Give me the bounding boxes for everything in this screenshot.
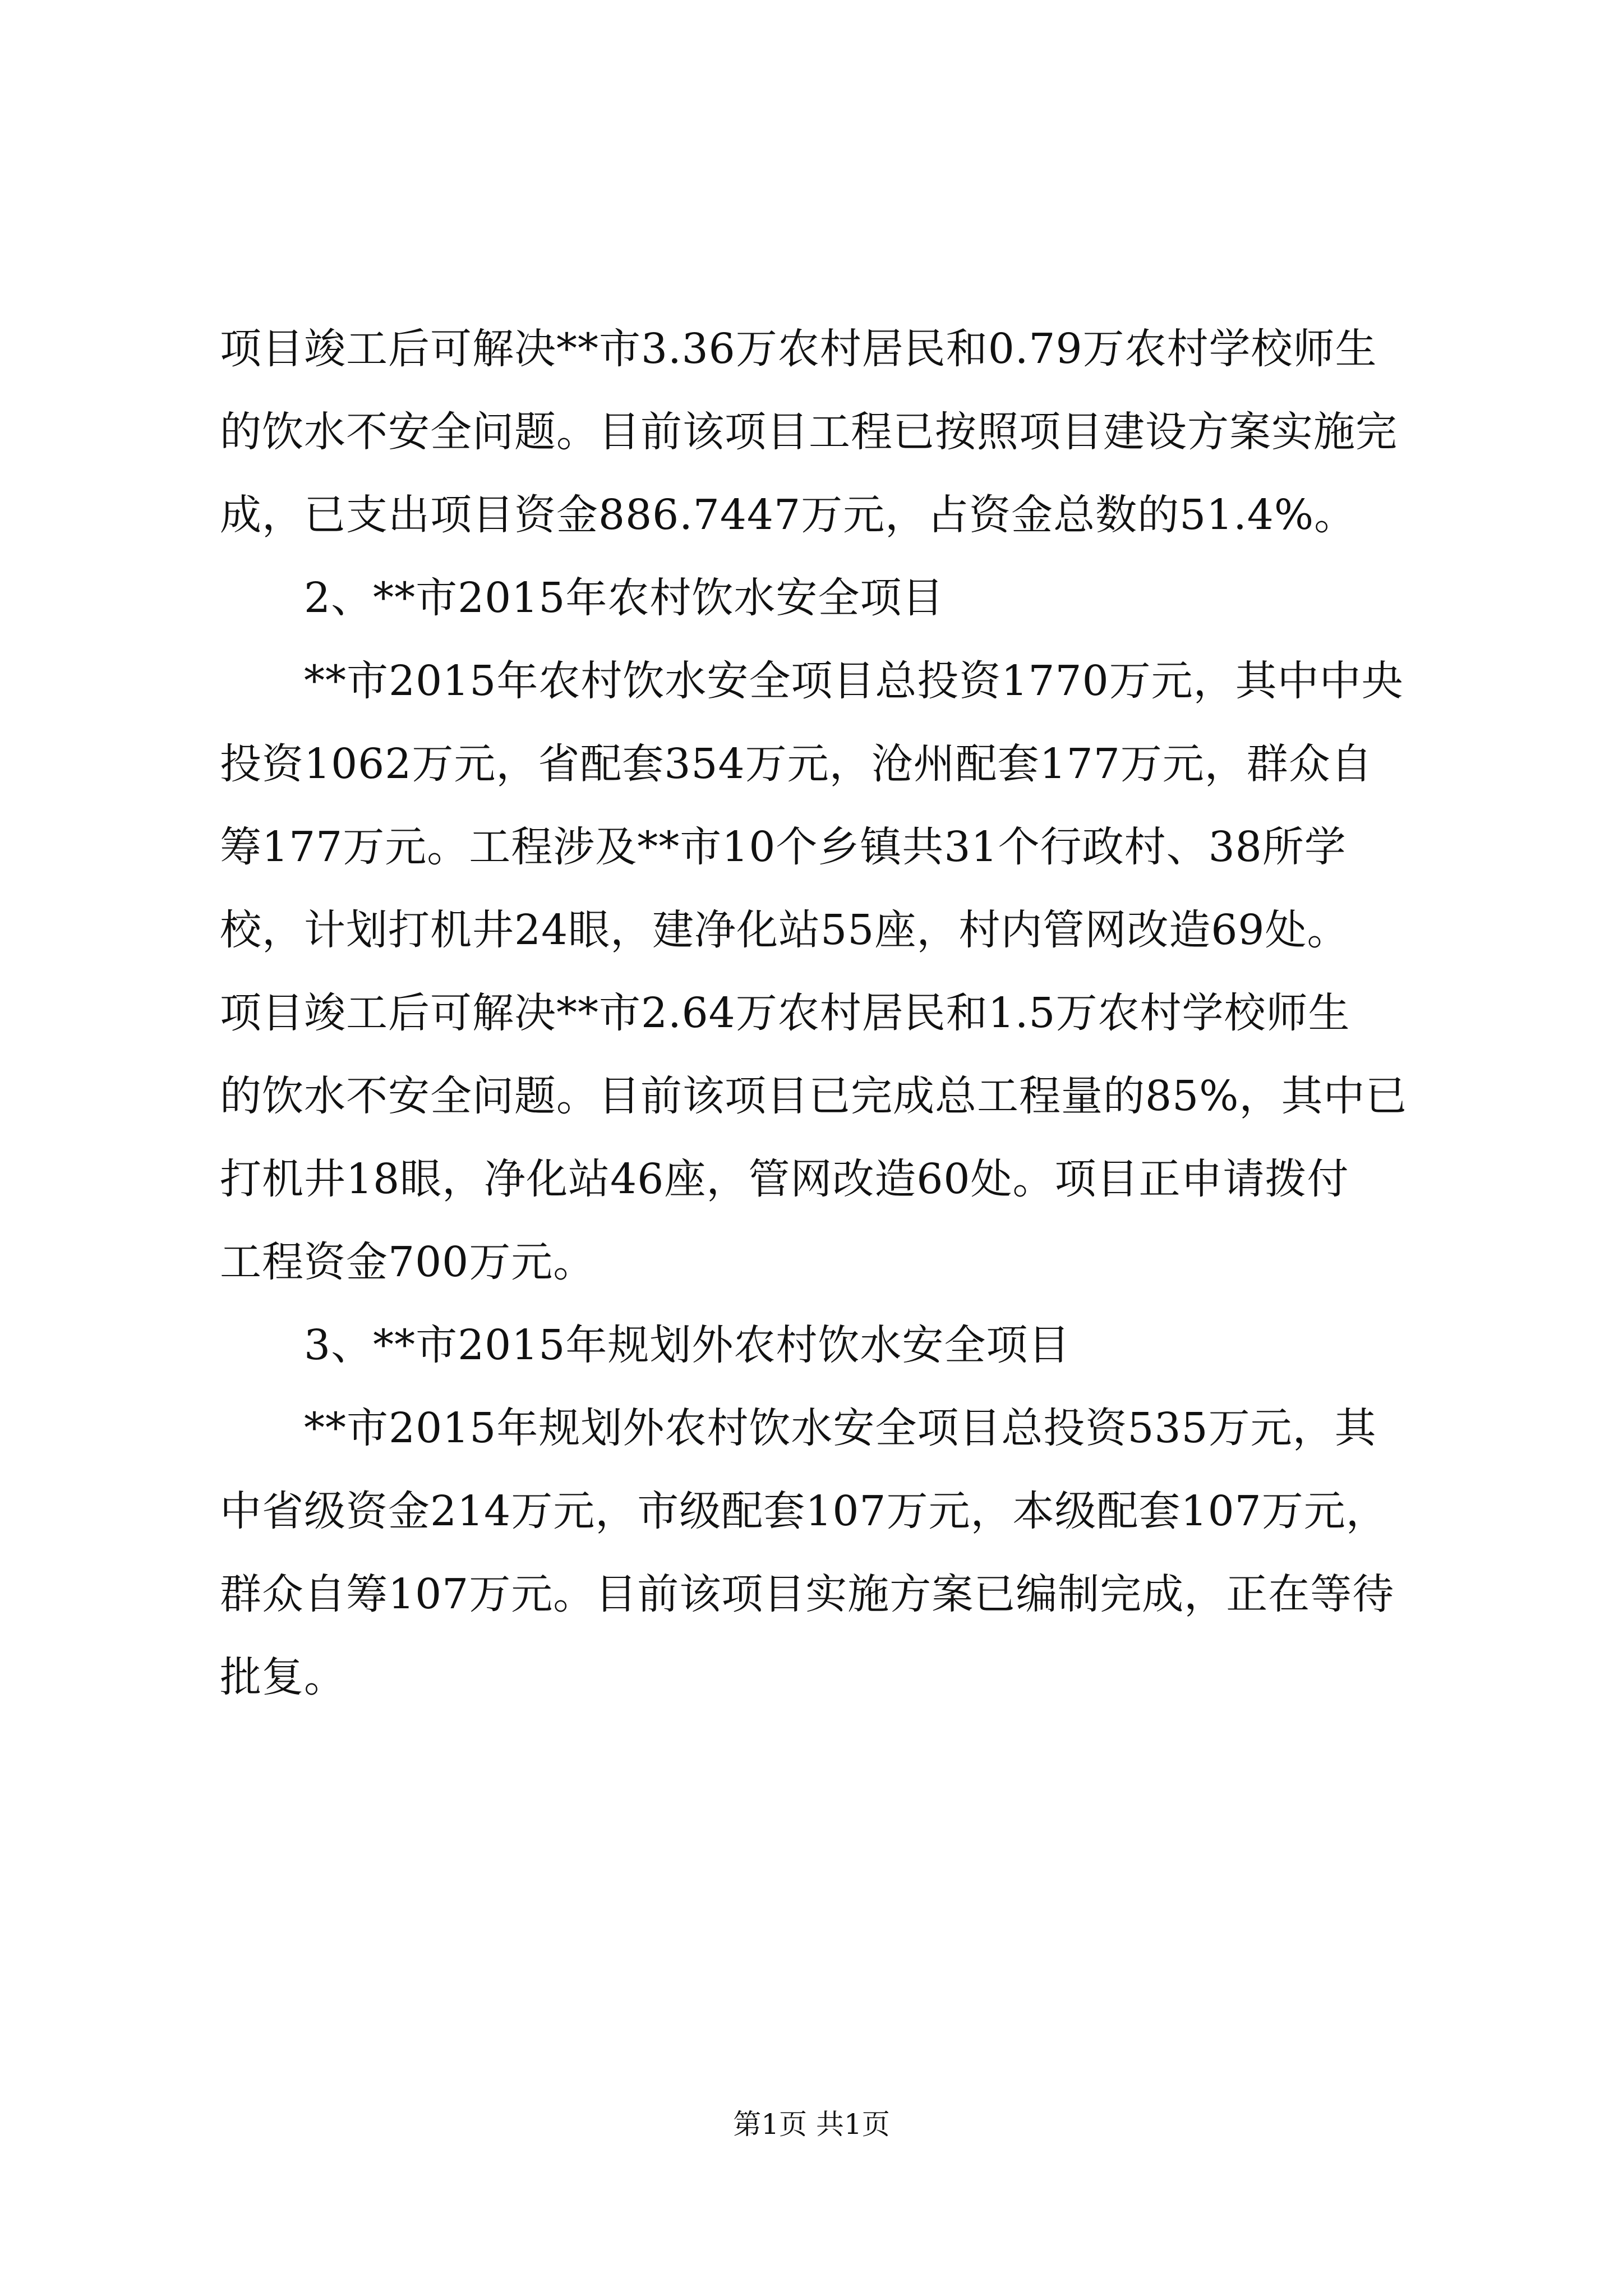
text-line: 成，已支出项目资金886.7447万元，占资金总数的51.4%。 xyxy=(220,491,1357,539)
document-body xyxy=(220,307,1420,1719)
text-line: 校，计划打机井24眼，建净化站55座，村内管网改造69处。 xyxy=(220,906,1349,954)
text-line: 的饮水不安全问题。目前该项目已完成总工程量的85%，其中已 xyxy=(220,1072,1408,1120)
section-heading: 2、**市2015年农村饮水安全项目 xyxy=(304,574,944,622)
text-line: 工程资金700万元。 xyxy=(220,1238,596,1286)
page-footer: 第1页 共1页 xyxy=(733,2108,890,2141)
text-line: **市2015年规划外农村饮水安全项目总投资535万元，其 xyxy=(304,1404,1377,1452)
text-line: 群众自筹107万元。目前该项目实施方案已编制完成，正在等待 xyxy=(220,1570,1395,1618)
text-line: **市2015年农村饮水安全项目总投资1770万元，其中中央 xyxy=(304,657,1404,705)
text-line: 中省级资金214万元，市级配套107万元，本级配套107万元， xyxy=(220,1487,1388,1535)
section-heading: 3、**市2015年规划外农村饮水安全项目 xyxy=(304,1321,1071,1369)
text-line: 筹177万元。工程涉及**市10个乡镇共31个行政村、38所学 xyxy=(220,823,1347,871)
text-line: 的饮水不安全问题。目前该项目工程已按照项目建设方案实施完 xyxy=(220,408,1398,456)
text-line: 打机井18眼，净化站46座，管网改造60处。项目正申请拨付 xyxy=(220,1155,1349,1203)
text-line: 项目竣工后可解决**市2.64万农村居民和1.5万农村学校师生 xyxy=(220,989,1350,1037)
text-line: 批复。 xyxy=(220,1653,346,1701)
text-line: 投资1062万元，省配套354万元，沧州配套177万元，群众自 xyxy=(220,740,1373,788)
text-line: 项目竣工后可解决**市3.36万农村居民和0.79万农村学校师生 xyxy=(220,325,1377,373)
